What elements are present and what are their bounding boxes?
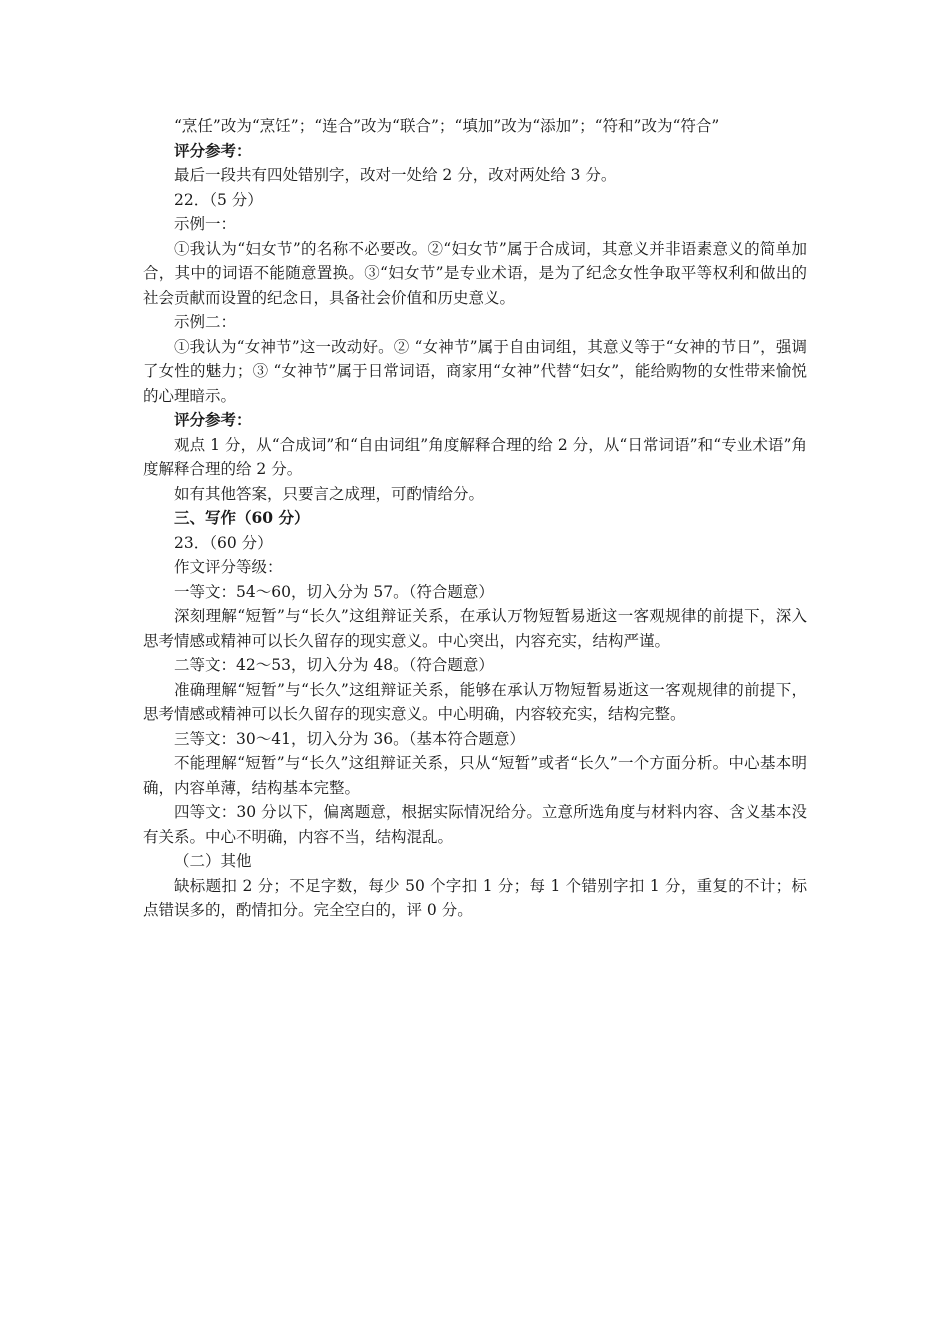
paragraph-scoring-rule: 最后一段共有四处错别字，改对一处给 2 分，改对两处给 3 分。 bbox=[174, 166, 617, 184]
example-one-label: 示例一： bbox=[174, 215, 237, 233]
paragraph-scoring-detail: 观点 1 分，从“合成词”和“自由词组”角度解释合理的给 2 分，从“日常词语”和“专业术语”角度解释合理的给 2 分。 bbox=[143, 435, 807, 478]
grade-one-text: 深刻理解“短暂”与“长久”这组辩证关系，在承认万物短暂易逝这一客观规律的前提下，深入思考情感或精神可以长久留存的现实意义。中心突出，内容充实，结构严谨。 bbox=[143, 607, 807, 650]
example-two-text: ①我认为“女神节”这一改动好。② “女神节”属于自由词组，其意义等于“女神的节日”，强调了女性的魅力；③ “女神节”属于日常词语，商家用“女神”代替“妇女”，能给购物的女性带来愉悦的心理暗示。 bbox=[143, 337, 807, 405]
essay-grading-label: 作文评分等级： bbox=[174, 558, 283, 576]
heading-scoring-reference-2: 评分参考： bbox=[174, 410, 252, 429]
grade-three-label: 三等文：30～41，切入分为 36。（基本符合题意） bbox=[174, 729, 525, 748]
question-22-label: 22．（5 分） bbox=[174, 190, 263, 209]
grade-three-text: 不能理解“短暂”与“长久”这组辩证关系，只从“短暂”或者“长久”一个方面分析。中心基本明确，内容单薄，结构基本完整。 bbox=[143, 754, 807, 797]
example-two-label: 示例二： bbox=[174, 313, 237, 331]
document-body bbox=[143, 114, 807, 923]
other-deductions-text: 缺标题扣 2 分；不足字数，每少 50 个字扣 1 分；每 1 个错别字扣 1 分，重复的不计；标点错误多的，酌情扣分。完全空白的，评 0 分。 bbox=[143, 876, 807, 919]
grade-four-text: 四等文：30 分以下，偏离题意，根据实际情况给分。立意所选角度与材料内容、含义基本没有关系。中心不明确，内容不当，结构混乱。 bbox=[143, 803, 807, 846]
paragraph-corrections: “烹任”改为“烹饪”；“连合”改为“联合”；“填加”改为“添加”；“符和”改为“符合” bbox=[174, 117, 720, 135]
grade-two-text: 准确理解“短暂”与“长久”这组辩证关系，能够在承认万物短暂易逝这一客观规律的前提下，思考情感或精神可以长久留存的现实意义。中心明确，内容较充实，结构完整。 bbox=[143, 680, 807, 723]
example-one-text: ①我认为“妇女节”的名称不必要改。②“妇女节”属于合成词，其意义并非语素意义的简单加合，其中的词语不能随意置换。③“妇女节”是专业术语，是为了纪念女性争取平等权利和做出的社会贡献而设置的纪念日，具备社会价值和历史意义。 bbox=[143, 239, 807, 307]
section-writing-heading: 三、写作（60 分） bbox=[174, 508, 310, 527]
grade-two-label: 二等文：42～53，切入分为 48。（符合题意） bbox=[174, 656, 494, 674]
other-section-label: （二）其他 bbox=[174, 852, 252, 870]
question-23-label: 23．（60 分） bbox=[174, 533, 273, 552]
paragraph-other-answers: 如有其他答案，只要言之成理，可酌情给分。 bbox=[174, 484, 485, 503]
heading-scoring-reference: 评分参考： bbox=[174, 140, 252, 160]
grade-one-label: 一等文：54～60，切入分为 57。（符合题意） bbox=[174, 582, 494, 601]
